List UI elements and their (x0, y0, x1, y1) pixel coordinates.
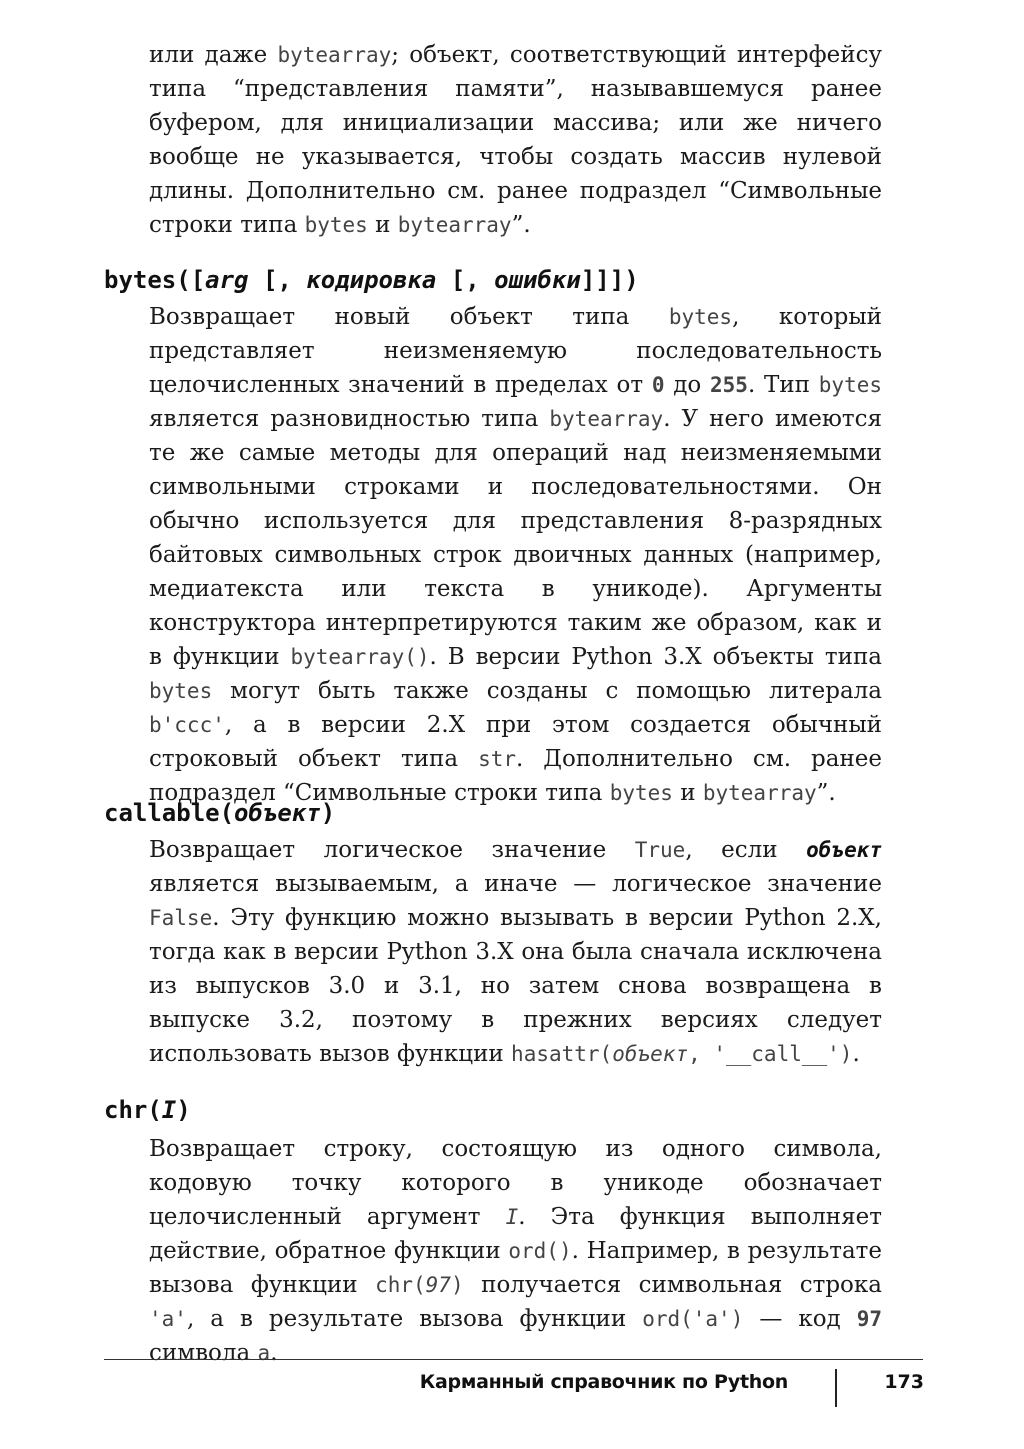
chr-heading: chr(I) (104, 1096, 191, 1124)
intro-paragraph: или даже bytearray; объект, соответствующий интерфейсу типа “представления памяти”, называвшемуся ранее буфером, для инициализации массива; или же ничего вообще не указывается, чтобы создать массив нулевой длины. Дополнительно см. ранее подраздел “Символьные строки типа bytes и bytearray”. (149, 42, 882, 238)
footer-book-title: Карманный справочник по Python (419, 1371, 788, 1393)
bytes-description: Возвращает новый объект типа bytes, который представляет неизменяемую последовательность целочисленных значений в пределах от 0 до 255. Тип bytes является разновидностью типа bytearray. У него имеются те же самые методы для операций над неизменяемыми символьными строками и последовательностями. Он обычно используется для представления 8-разрядных байтовых символьных строк двоичных данных (например, медиатекста или текста в уникоде). Аргументы конструктора интерпретируются таким же образом, как и в функции bytearray(). В версии Python 3.X объекты типа bytes могут быть также созданы с помощью литерала b'ccc', а в версии 2.X при этом создается обычный строковый объект типа str. Дополнительно см. ранее подраздел “Символьные строки типа bytes и bytearray”. (149, 304, 883, 806)
footer-divider (835, 1369, 837, 1407)
footer-rule (104, 1359, 923, 1360)
bytes-heading: bytes([arg [, кодировка [, ошибки]]]) (104, 266, 639, 294)
callable-heading: callable(объект) (104, 799, 336, 827)
callable-description: Возвращает логическое значение True, если объект является вызываемым, а иначе — логическое значение False. Эту функцию можно вызывать в версии Python 2.X, тогда как в версии Python 3.X она была сначала исключена из выпусков 3.0 и 3.1, но затем снова возвращена в выпуске 3.2, поэтому в прежних версиях следует использовать вызов функции hasattr(объект, '__call__'). (149, 837, 882, 1067)
chr-description: Возвращает строку, состоящую из одного символа, кодовую точку которого в уникоде обозначает целочисленный аргумент I. Эта функция выполняет действие, обратное функции ord(). Например, в результате вызова функции chr(97) получается символьная строка 'a', а в результате вызова функции ord('a') — код 97 символа a. (149, 1136, 882, 1366)
page-number: 173 (884, 1371, 924, 1393)
